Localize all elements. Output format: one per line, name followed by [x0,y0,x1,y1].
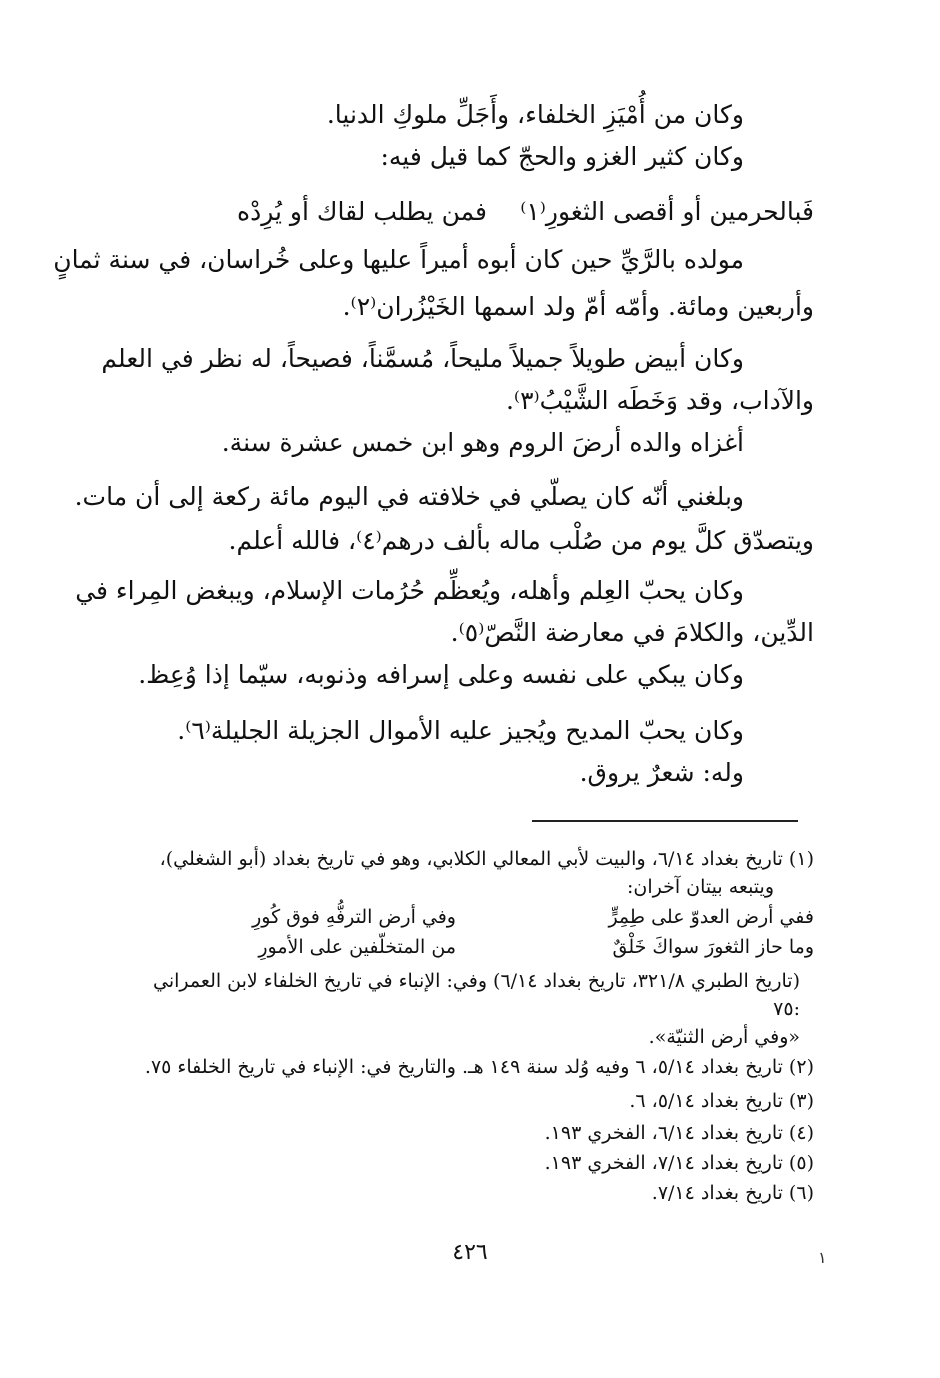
body-line-3: مولده بالرَّيِّ حين كان أبوه أميراً عليها وعلى خُراسان، في سنة ثمانٍ [53,245,744,274]
body-line-4: وأربعين ومائة. وأمّه أمّ ولد اسمها الخَيْزُران⁽٢⁾. [342,292,814,321]
body-line-1: وكان من أُمْيَزِ الخلفاء، وأَجَلِّ ملوكِ الدنيا. [326,100,744,129]
footnote-verse-1-first: ففي أرض العدوّ على طِمِرٍّ [608,906,814,928]
footnote-1-line-5: «وفي أرض الثنيّة». [648,1026,800,1048]
footnote-verse-1-second: وفي أرض الترفُّهِ فوق كُورِ [252,906,456,928]
footnote-4: (٤) تاريخ بغداد ٦/١٤، الفخري ١٩٣. [544,1122,814,1144]
body-line-13: وكان يحبّ المديح ويُجيز عليه الأموال الجزيلة الجليلة⁽٦⁾. [177,716,744,745]
body-line-2: وكان كثير الغزو والحجّ كما قيل فيه: [380,142,744,171]
footnote-2: (٢) تاريخ بغداد ٥/١٤، ٦ وفيه وُلد سنة ١٤٩ هـ. والتاريخ في: الإنباء في تاريخ الخلفاء ٧٥. [144,1056,814,1078]
footnote-1-line-3: (تاريخ الطبري ٣٢١/٨، تاريخ بغداد ٦/١٤) وفي: الإنباء في تاريخ الخلفاء لابن العمراني [153,970,800,992]
footnote-1-line-1: (١) تاريخ بغداد ٦/١٤، والبيت لأبي المعالي الكلابي، وهو في تاريخ بغداد (أبو الشغلي)، [159,848,814,870]
body-line-5: وكان أبيض طويلاً جميلاً مليحاً، مُسمَّناً، فصيحاً، له نظر في العلم [101,344,744,373]
footnote-1-line-4: ٧٥: [773,998,800,1020]
body-line-11: الدِّين، والكلامَ في معارضة النَّصّ⁽٥⁾. [450,618,814,647]
footnote-1-line-2: ويتبعه بيتان آخران: [627,876,774,898]
margin-mark: ١ [818,1248,827,1267]
footnote-separator [532,820,798,822]
body-line-8: وبلغني أنّه كان يصلّي في خلافته في اليوم مائة ركعة إلى أن مات. [74,482,744,511]
body-line-14: وله: شعرٌ يروق. [579,758,744,787]
footnote-5: (٥) تاريخ بغداد ٧/١٤، الفخري ١٩٣. [544,1152,814,1174]
footnote-6: (٦) تاريخ بغداد ٧/١٤. [651,1182,814,1204]
footnote-verse-2-first: وما حاز الثغورَ سواكَ خَلْقٌ [612,936,814,958]
verse-second-hemistich: فَبالحرمين أو أقصى الثغورِ⁽١⁾ [520,197,814,226]
body-line-7: أغزاه والده أرضَ الروم وهو ابن خمس عشرة سنة. [221,428,744,457]
verse-first-hemistich: فمن يطلب لقاك أو يُرِدْه [237,197,487,226]
footnote-3: (٣) تاريخ بغداد ٥/١٤، ٦. [629,1090,814,1112]
body-line-12: وكان يبكي على نفسه وعلى إسرافه وذنوبه، سيّما إذا وُعِظ. [138,660,744,689]
body-line-10: وكان يحبّ العِلم وأهله، ويُعظِّم حُرُمات الإسلام، ويبغض المِراء في [75,576,744,605]
footnote-verse-2-second: من المتخلّفين على الأمورِ [258,936,456,958]
body-line-9: ويتصدّق كلَّ يوم من صُلْب ماله بألف درهم⁽٤⁾، فالله أعلم. [228,526,814,555]
body-line-6: والآداب، وقد وَخَطَه الشَّيْبُ⁽٣⁾. [505,386,814,415]
page-number: ٤٢٦ [452,1240,488,1265]
